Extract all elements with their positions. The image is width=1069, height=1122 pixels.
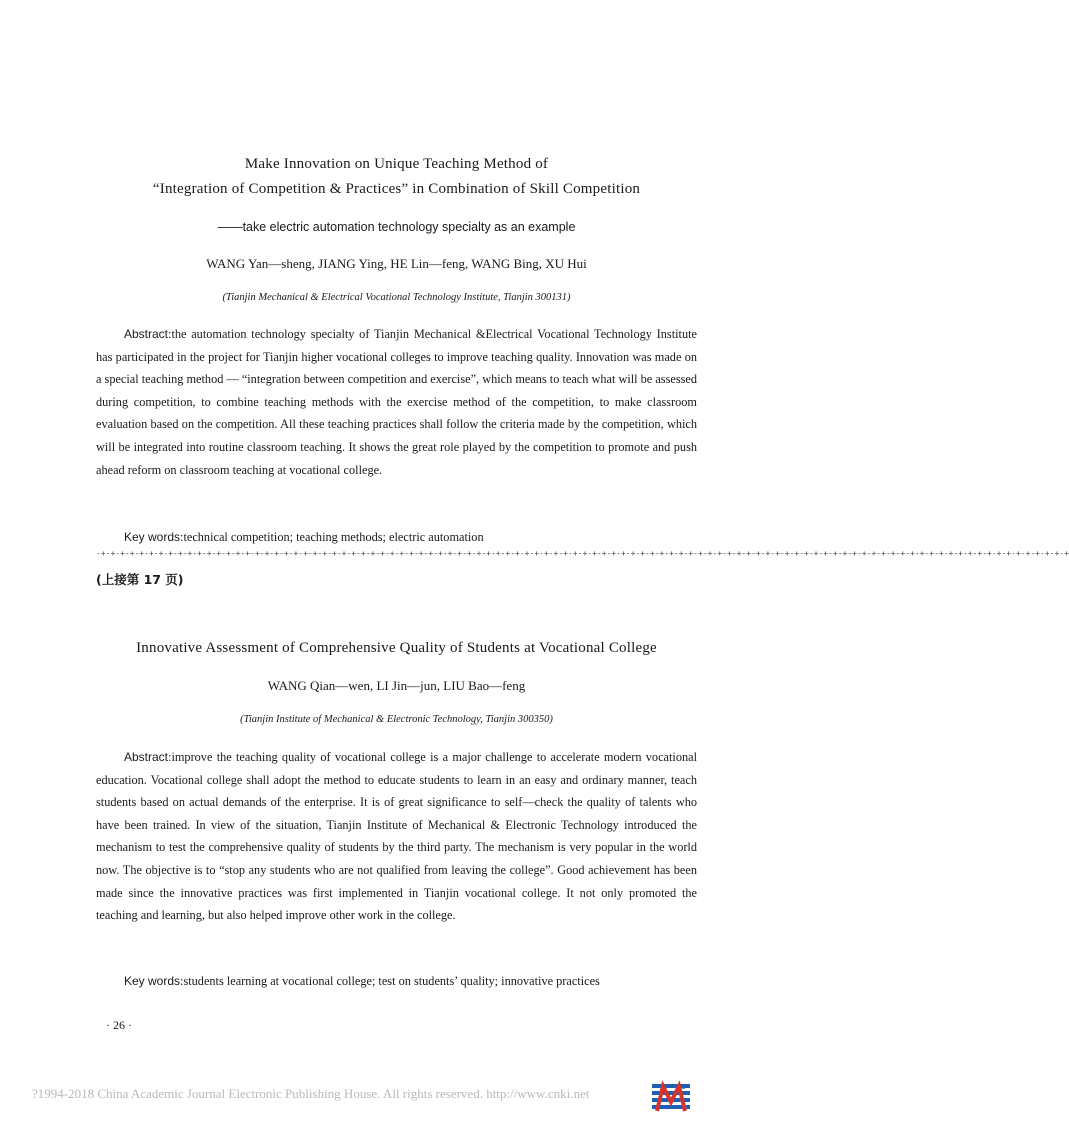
article-1-keywords: Key words:technical competition; teaching methods; electric automation [124,530,484,544]
article-2-authors: WANG Qian—wen, LI Jin—jun, LIU Bao—feng [267,678,526,693]
svg-text:e: e [681,1081,687,1091]
section-separator: -+-+-+-+-+-+-+-+-+-+-+-+-+-+-+-+-+-+-+-+-+-+-+-+-+-+-+-+-+-+-+-+-+-+-+-+-+-+-+-+-+-+-+-+-+-+-+-+-+-+-+-+-+-+-+-+-+-+-+-+-+-+-+-+-+-+-+-+-+-+-+-+-+-+-+-+-+-+-+-+-+-+-+-+-+-+-+-+-+-+-+-+-+-+-+-+-+-+-+-+-+ [96,549,1069,558]
keywords-text: students learning at vocational college; test on students’ quality; innovative practices [183,974,600,988]
article-1-affiliation: (Tianjin Mechanical & Electrical Vocational Technology Institute, Tianjin 300131) [222,292,571,303]
keywords-label: Key words [124,530,181,544]
article-1-subtitle: ——take electric automation technology specialty as an example [217,220,576,234]
copyright-footer: ?1994-2018 China Academic Journal Electronic Publishing House. All rights reserved. http://www.cnki.net [32,1086,590,1101]
article-1-title-line-1: Make Innovation on Unique Teaching Method of [244,156,549,172]
keywords-label: Key words [124,974,181,988]
abstract-label: Abstract [124,750,169,764]
keywords-text: technical competition; teaching methods; electric automation [183,530,484,544]
article-1-title-line-2: “Integration of Competition & Practices” in Combination of Skill Competition [152,181,641,197]
continued-from-note: (上接第 17 页) [96,572,184,587]
article-2-abstract: Abstract:improve the teaching quality of vocational college is a major challenge to accelerate modern vocational education. Vocational college shall adopt the method to educate students to learn in an easy and ordinary manner, teach students based on actual demands of the enterprise. It is of great significance to self—check the quality of talents who have been trained. In view of the situation, Tianjin Institute of Mechanical & Electronic Technology introduced the mechanism to test the comprehensive quality of students by the third party. The mechanism is very popular in the world now. The objective is to “stop any students who are not qualified from leaving the college”. Good achievement has been made since the innovative practices was first implemented in Tianjin vocational college. It not only promoted the teaching and learning, but also helped improve other work in the college. [96,750,697,923]
article-1-authors: WANG Yan—sheng, JIANG Ying, HE Lin—feng, WANG Bing, XU Hui [206,256,587,271]
abstract-text: improve the teaching quality of vocational college is a major challenge to accelerate modern vocational education. Vocational college shall adopt the method to educate students to learn in an easy and ordinary manner, teach students based on actual demands of the enterprise. It is of great significance to self—check the quality of talents who have been trained. In view of the situation, Tianjin Institute of Mechanical & Electronic Technology introduced the mechanism to test the comprehensive quality of students by the third party. The mechanism is very popular in the world now. The objective is to “stop any students who are not qualified from leaving the college”. Good achievement has been made since the innovative practices was first implemented in Tianjin vocational college. It not only promoted the teaching and learning, but also helped improve other work in the college. [96,750,697,923]
article-2-title: Innovative Assessment of Comprehensive Quality of Students at Vocational College [136,640,657,656]
article-2-affiliation: (Tianjin Institute of Mechanical & Electronic Technology, Tianjin 300350) [240,714,553,725]
page-number: · 26 · [106,1018,132,1032]
article-2-keywords: Key words:students learning at vocational college; test on students’ quality; innovative practices [124,974,600,988]
abstract-label: Abstract [124,327,169,341]
article-1-abstract: Abstract:the automation technology specialty of Tianjin Mechanical &Electrical Vocational Technology Institute has participated in the project for Tianjin higher vocational colleges to improve teaching quality. Innovation was made on a special teaching method — “integration between competition and exercise”, which means to teach what will be assessed during competition, to combine teaching methods with the exercise method of the competition, to make classroom evaluation based on the competition. All these teaching practices shall follow the criteria made by the competition, which will be integrated into routine classroom teaching. It shows the great role played by the competition to promote and push ahead reform on classroom teaching at vocational college. [96,327,697,477]
cnki-logo-icon [651,1080,691,1114]
abstract-text: the automation technology specialty of Tianjin Mechanical &Electrical Vocational Technology Institute has participated in the project for Tianjin higher vocational colleges to improve teaching quality. Innovation was made on a special teaching method — “integration between competition and exercise”, which means to teach what will be assessed during competition, to combine teaching methods with the exercise method of the competition, to make classroom evaluation based on the competition. All these teaching practices shall follow the criteria made by the competition, which will be integrated into routine classroom teaching. It shows the great role played by the competition to promote and push ahead reform on classroom teaching at vocational college. [96,327,697,477]
